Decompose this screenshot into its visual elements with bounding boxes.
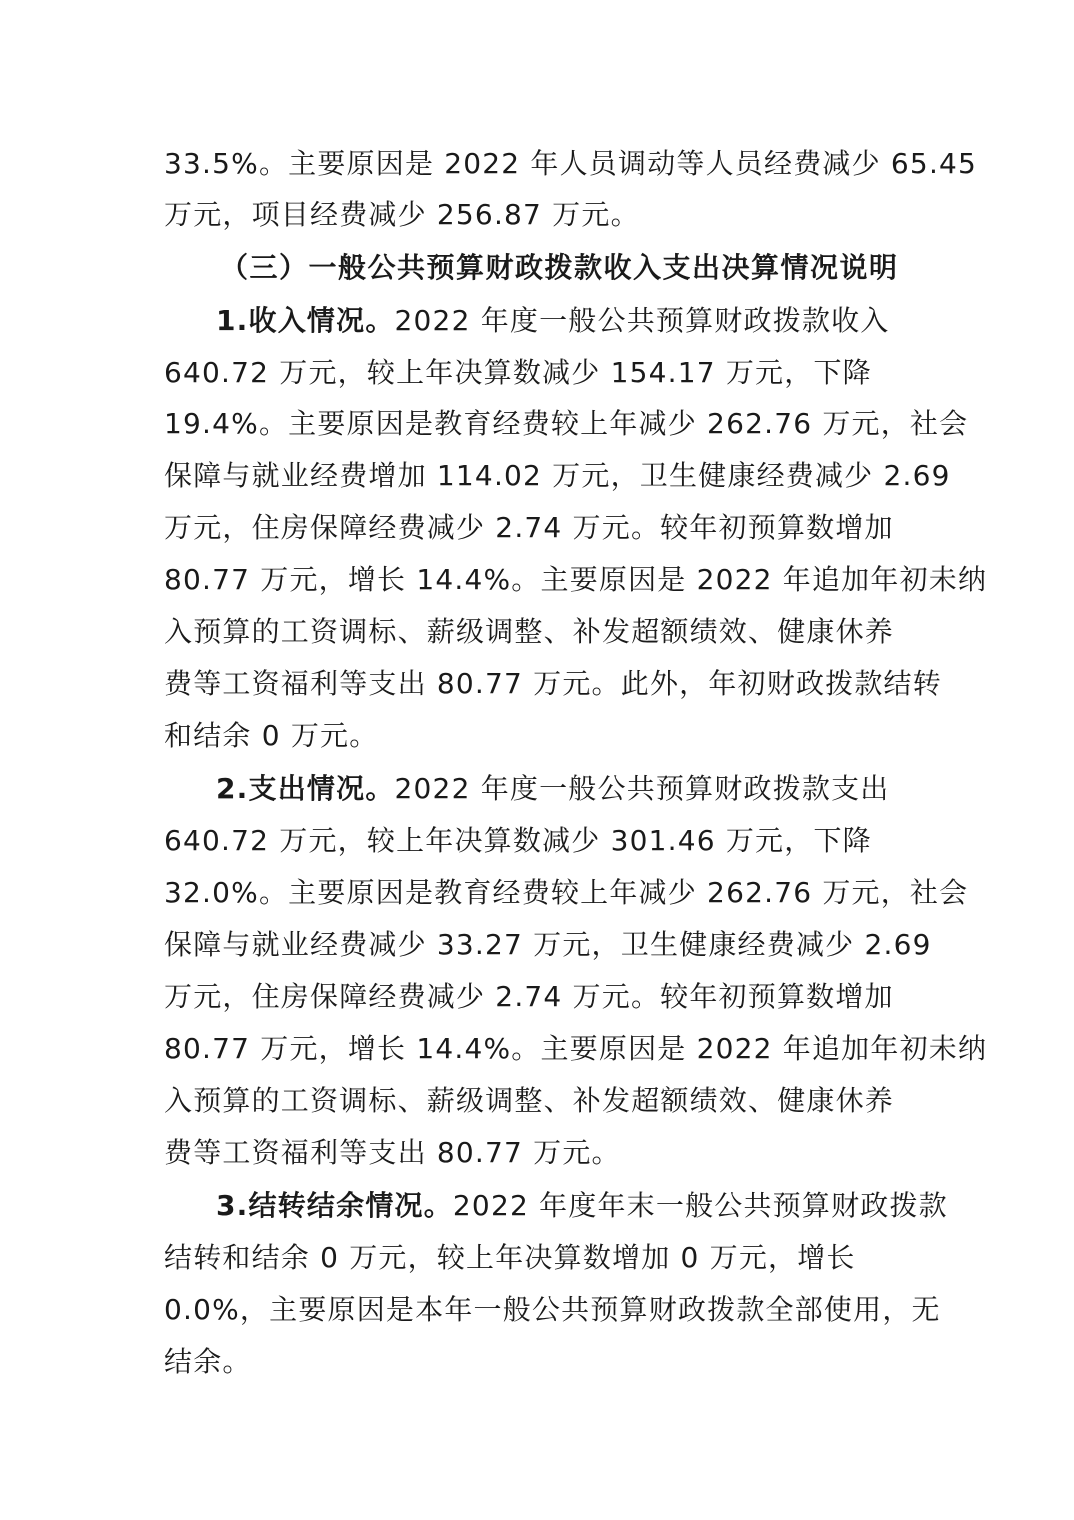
text-line: 万元，住房保障经费减少 2.74 万元。较年初预算数增加 [164, 511, 894, 544]
text-line: 费等工资福利等支出 80.77 万元。此外，年初财政拨款结转 [164, 667, 942, 700]
text-line: 640.72 万元，较上年决算数减少 154.17 万元，下降 [164, 356, 872, 389]
paragraph-lead: 3.结转结余情况。 [216, 1189, 453, 1222]
section-heading: （三）一般公共预算财政拨款收入支出决算情况说明 [220, 251, 899, 284]
text-line: 费等工资福利等支出 80.77 万元。 [164, 1136, 621, 1169]
text-line: 和结余 0 万元。 [164, 719, 379, 752]
text-line: 19.4%。主要原因是教育经费较上年减少 262.76 万元，社会 [164, 407, 969, 440]
text-line: 80.77 万元，增长 14.4%。主要原因是 2022 年追加年初未纳 [164, 1032, 988, 1065]
text-line: 0.0%，主要原因是本年一般公共预算财政拨款全部使用，无 [164, 1293, 941, 1326]
text-line: 入预算的工资调标、薪级调整、补发超额绩效、健康休养 [164, 615, 895, 648]
text-line: 入预算的工资调标、薪级调整、补发超额绩效、健康休养 [164, 1084, 895, 1117]
text-line: 万元，住房保障经费减少 2.74 万元。较年初预算数增加 [164, 980, 894, 1013]
paragraph-text: 2022 年度年末一般公共预算财政拨款 [452, 1189, 948, 1222]
text-line: 保障与就业经费增加 114.02 万元，卫生健康经费减少 2.69 [164, 459, 951, 492]
paragraph-first-line [216, 771, 890, 807]
text-line: 结余。 [164, 1345, 252, 1378]
text-line: 80.77 万元，增长 14.4%。主要原因是 2022 年追加年初未纳 [164, 563, 988, 596]
paragraph-lead: 1.收入情况。 [216, 304, 395, 337]
paragraph-text: 2022 年度一般公共预算财政拨款支出 [394, 772, 890, 805]
paragraph-text: 2022 年度一般公共预算财政拨款收入 [394, 304, 890, 337]
text-line: 640.72 万元，较上年决算数减少 301.46 万元，下降 [164, 824, 872, 857]
paragraph-lead: 2.支出情况。 [216, 772, 395, 805]
paragraph-first-line [216, 1188, 948, 1224]
text-line: 保障与就业经费减少 33.27 万元，卫生健康经费减少 2.69 [164, 928, 932, 961]
text-line: 结转和结余 0 万元，较上年决算数增加 0 万元，增长 [164, 1241, 856, 1274]
text-line: 32.0%。主要原因是教育经费较上年减少 262.76 万元，社会 [164, 876, 969, 909]
text-line: 33.5%。主要原因是 2022 年人员调动等人员经费减少 65.45 [164, 147, 978, 180]
text-line: 万元，项目经费减少 256.87 万元。 [164, 198, 640, 231]
paragraph-first-line [216, 303, 890, 339]
